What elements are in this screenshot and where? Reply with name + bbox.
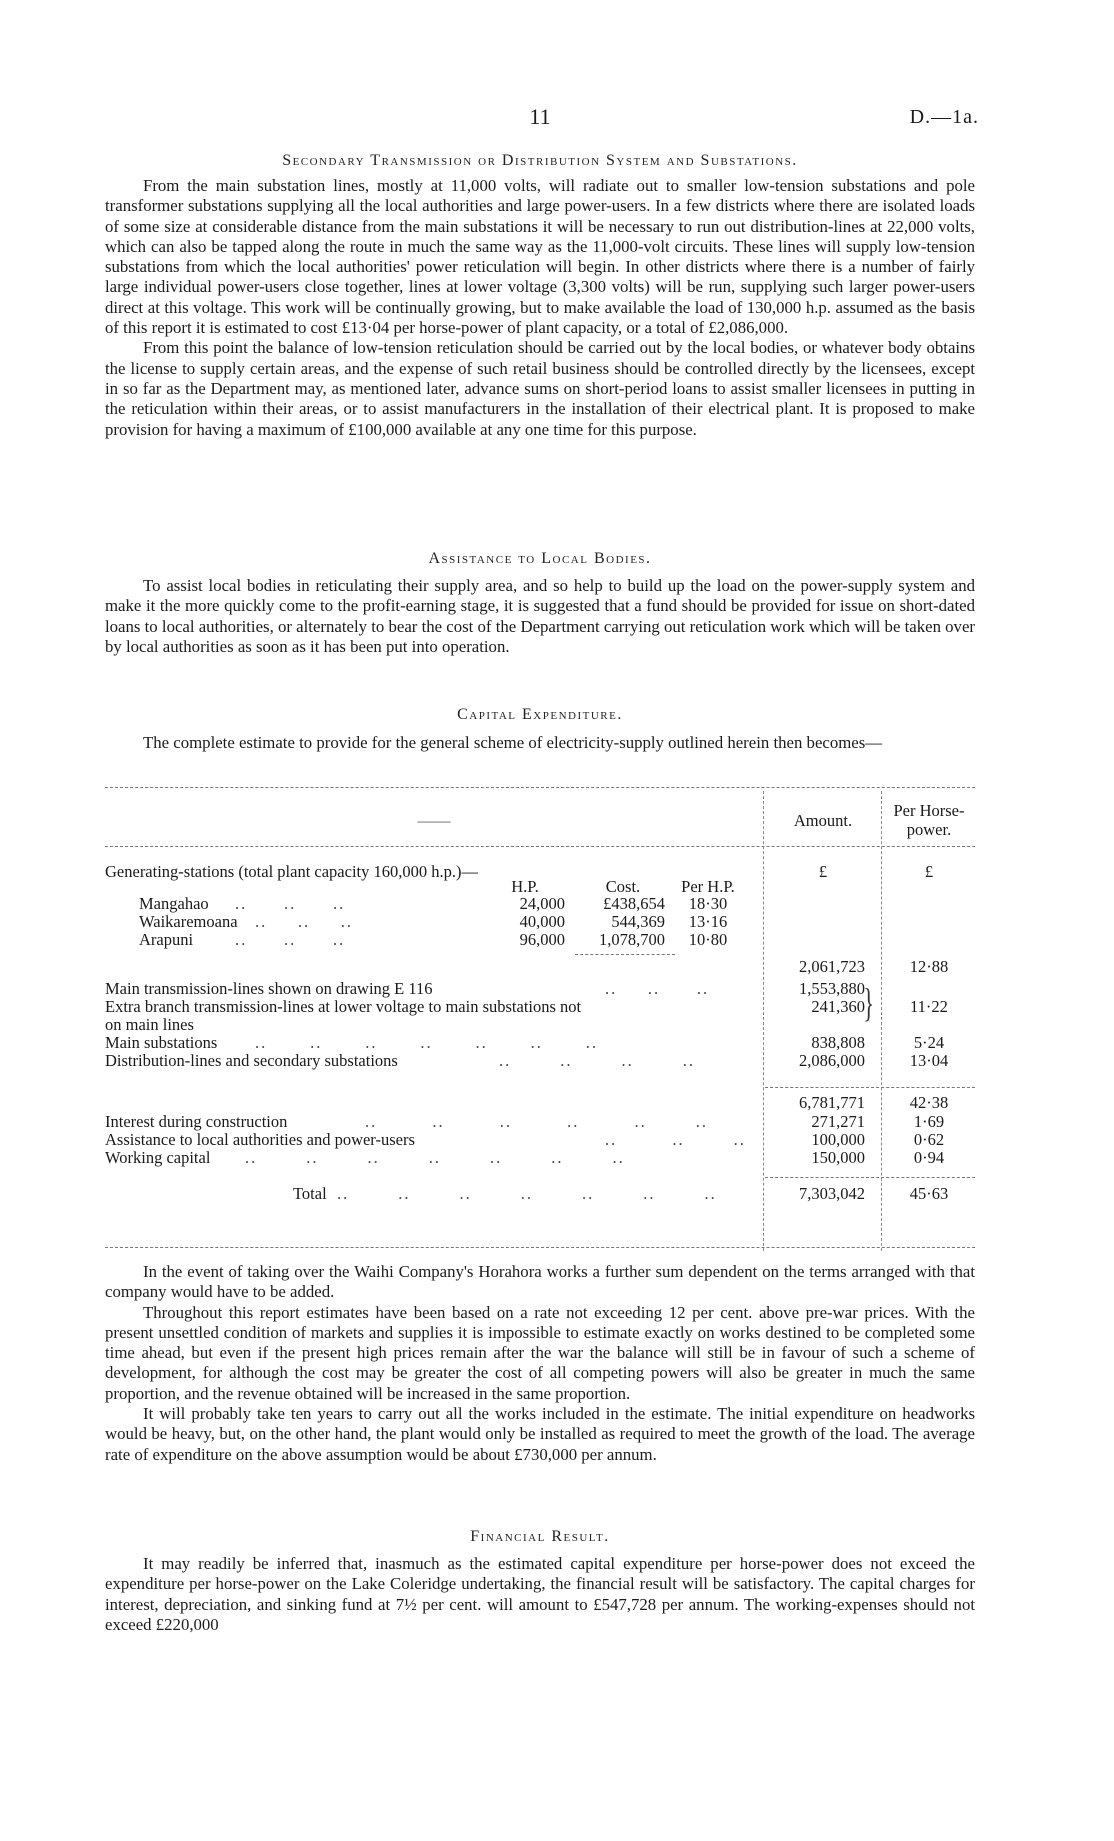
station-name: Waikaremoana: [139, 912, 238, 931]
section-title-capital-expenditure: Capital Expenditure.: [457, 706, 623, 723]
generating-per-hp: 12·88: [909, 957, 949, 976]
row-amount: 100,000: [811, 1130, 865, 1149]
leader-dots: .. .. .. .. .. .. ..: [337, 1184, 717, 1203]
row-amount: 241,360: [811, 997, 865, 1016]
capital-expenditure-table: [105, 787, 975, 1262]
row-amount: 1,553,880: [799, 979, 865, 998]
total-rule: [765, 1177, 975, 1178]
station-name: Mangahao: [139, 894, 209, 913]
paragraph: From the main substation lines, mostly at 11,000 volts, will radiate out to smaller low-tension substations and pole transformer substations supplying all the local authorities and large power-users. In a few districts where there are isolated loads of some size at considerable distance from the main substations it will be necessary to run out distribution-lines at 22,000 volts, which can also be tapped along the route in much the same way as the 11,000-volt circuits. These lines will supply low-tension substations from which the local authorities' power reticulation will begin. In other districts where there is a number of fairly large individual power-users close together, lines at lower voltage (3,300 volts) will be run, supplying such larger power-users direct at this voltage. This work will be continually growing, but to make available the load of 130,000 h.p. assumed as the basis of this report it is estimated to cost £13·04 per horse-power of plant capacity, or a total of £2,086,000.: [105, 176, 975, 338]
row-label: Main transmission-lines shown on drawing E 116: [105, 979, 433, 998]
row-label: Working capital: [105, 1148, 211, 1167]
row-per-hp: 0·62: [913, 1130, 945, 1149]
secondary-transmission-body: [105, 176, 975, 440]
after-table-body: [105, 1262, 975, 1465]
station-hp: 96,000: [519, 930, 565, 949]
row-amount: 271,271: [811, 1112, 865, 1131]
section-title-financial-result: Financial Result.: [470, 1528, 610, 1545]
leader-dots: .. .. .. .. .. ..: [365, 1112, 708, 1131]
station-per-hp: 18·30: [688, 894, 728, 913]
subtotal-amount: 6,781,771: [799, 1093, 865, 1112]
row-per-hp: 11·22: [910, 997, 948, 1016]
document-reference: D.—1a.: [909, 106, 979, 128]
leader-dots: .. .. ..: [235, 930, 346, 949]
station-hp: 24,000: [519, 894, 565, 913]
total-per-hp: 45·63: [909, 1184, 949, 1203]
row-per-hp: 5·24: [913, 1033, 945, 1052]
paragraph: From this point the balance of low-tension reticulation should be carried out by the local bodies, or whatever body obtains the license to supply certain areas, and the expense of such retail business should be controlled directly by the licensees, except in so far as the Department may, as mentioned later, advance sums on short-period loans to assist smaller licensees in putting in the reticulation within their areas, or to assist manufacturers in the installation of their electrical plant. It is proposed to make provision for having a maximum of £100,000 available at any one time for this purpose.: [105, 338, 975, 439]
section-title-secondary-transmission: Secondary Transmission or Distribution System and Substations.: [282, 152, 798, 169]
financial-result-body: [105, 1554, 975, 1635]
cost-sum-rule: [575, 954, 675, 955]
section-title-assistance: Assistance to Local Bodies.: [428, 550, 652, 567]
leader-dots: .. .. ..: [255, 912, 353, 931]
row-amount: 838,808: [811, 1033, 865, 1052]
row-label-continued: on main lines: [105, 1015, 194, 1034]
row-label: Interest during construction: [105, 1112, 288, 1131]
assistance-body: [105, 576, 975, 657]
row-label: Distribution-lines and secondary substations: [105, 1051, 398, 1070]
paragraph: It will probably take ten years to carry out all the works included in the estimate. The initial expenditure on headworks would be heavy, but, on the other hand, the plant would only be installed as required to meet the growth of the load. The average rate of expenditure on the above assumption would be about £730,000 per annum.: [105, 1404, 975, 1464]
generating-stations-label: Generating-stations (total plant capacity 160,000 h.p.)—: [105, 862, 478, 881]
table-top-rule: [105, 787, 975, 788]
leader-dots: .. .. ..: [235, 894, 346, 913]
paragraph: To assist local bodies in reticulating their supply area, and so help to build up the load on the power-supply system and make it the more quickly come to the profit-earning stage, it is suggested that a fund should be provided for issue on short-dated loans to local authorities, or alternately to bear the cost of the Department carrying out reticulation work which will be taken over by local authorities as soon as it has been put into operation.: [105, 576, 975, 656]
page-number: 11: [529, 104, 551, 129]
per-hp-header-line2: power.: [906, 820, 952, 839]
page-header: [105, 104, 979, 134]
total-label: Total: [293, 1184, 327, 1203]
total-amount: 7,303,042: [799, 1184, 865, 1203]
header-rule: [105, 846, 975, 847]
station-hp: 40,000: [519, 912, 565, 931]
station-cost: £438,654: [603, 894, 665, 913]
paragraph: Throughout this report estimates have been based on a rate not exceeding 12 per cent. above pre-war prices. With the present unsettled condition of markets and supplies it is impossible to estimate exactly on works destined to be completed some time ahead, but even if the present high prices remain after the war the balance will still be in favour of such a scheme of development, for although the cost may be greater the cost of all competing powers will also be greater in much the same proportion, and the revenue obtained will be increased in the same proportion.: [105, 1302, 975, 1403]
leader-dots: .. .. .. .. .. .. ..: [245, 1148, 625, 1167]
row-label: Extra branch transmission-lines at lower voltage to main substations not: [105, 997, 582, 1016]
paragraph: It may readily be inferred that, inasmuch as the estimated capital expenditure per horse-power does not exceed the expenditure per horse-power on the Lake Coleridge undertaking, the financial result will be satisfactory. The capital charges for interest, depreciation, and sinking fund at 7½ per cent. will amount to £547,728 per annum. The working-expenses should not exceed £220,000: [105, 1554, 975, 1634]
subtotal-per-hp: 42·38: [909, 1093, 949, 1112]
paragraph: In the event of taking over the Waihi Company's Horahora works a further sum dependent on the terms arranged with that company would have to be added.: [105, 1262, 975, 1302]
amount-column-rule: [763, 791, 764, 1251]
leader-dots: .. .. ..: [605, 979, 710, 998]
table-bottom-rule: [105, 1247, 975, 1248]
sub-header-cost: Cost.: [605, 877, 641, 896]
row-label: Assistance to local authorities and power-users: [105, 1130, 415, 1149]
description-header: ——: [417, 811, 451, 830]
sub-header-hp: H.P.: [511, 877, 539, 896]
amount-header: Amount.: [793, 811, 853, 830]
per-hp-header-line1: Per Horse-: [893, 801, 965, 820]
station-per-hp: 13·16: [688, 912, 728, 931]
station-cost: 1,078,700: [599, 930, 665, 949]
generating-amount: 2,061,723: [799, 957, 865, 976]
row-per-hp: 13·04: [909, 1051, 949, 1070]
amount-unit: £: [818, 862, 828, 881]
row-label: Main substations: [105, 1033, 218, 1052]
sub-header-per-hp: Per H.P.: [681, 877, 735, 896]
row-per-hp: 1·69: [913, 1112, 945, 1131]
leader-dots: .. .. ..: [605, 1130, 746, 1149]
station-per-hp: 10·80: [688, 930, 728, 949]
subtotal-rule: [765, 1087, 975, 1088]
station-name: Arapuni: [139, 930, 194, 949]
row-amount: 150,000: [811, 1148, 865, 1167]
per-hp-unit: £: [924, 862, 934, 881]
row-amount: 2,086,000: [799, 1051, 865, 1070]
brace-icon: }: [863, 980, 874, 1025]
paragraph: The complete estimate to provide for the general scheme of electricity-supply outlined herein then becomes—: [143, 733, 883, 752]
leader-dots: .. .. .. .. .. .. ..: [255, 1033, 598, 1052]
leader-dots: .. .. .. ..: [499, 1051, 695, 1070]
capital-expenditure-intro: [105, 733, 975, 753]
per-hp-column-rule: [881, 791, 882, 1251]
station-cost: 544,369: [611, 912, 665, 931]
row-per-hp: 0·94: [913, 1148, 945, 1167]
